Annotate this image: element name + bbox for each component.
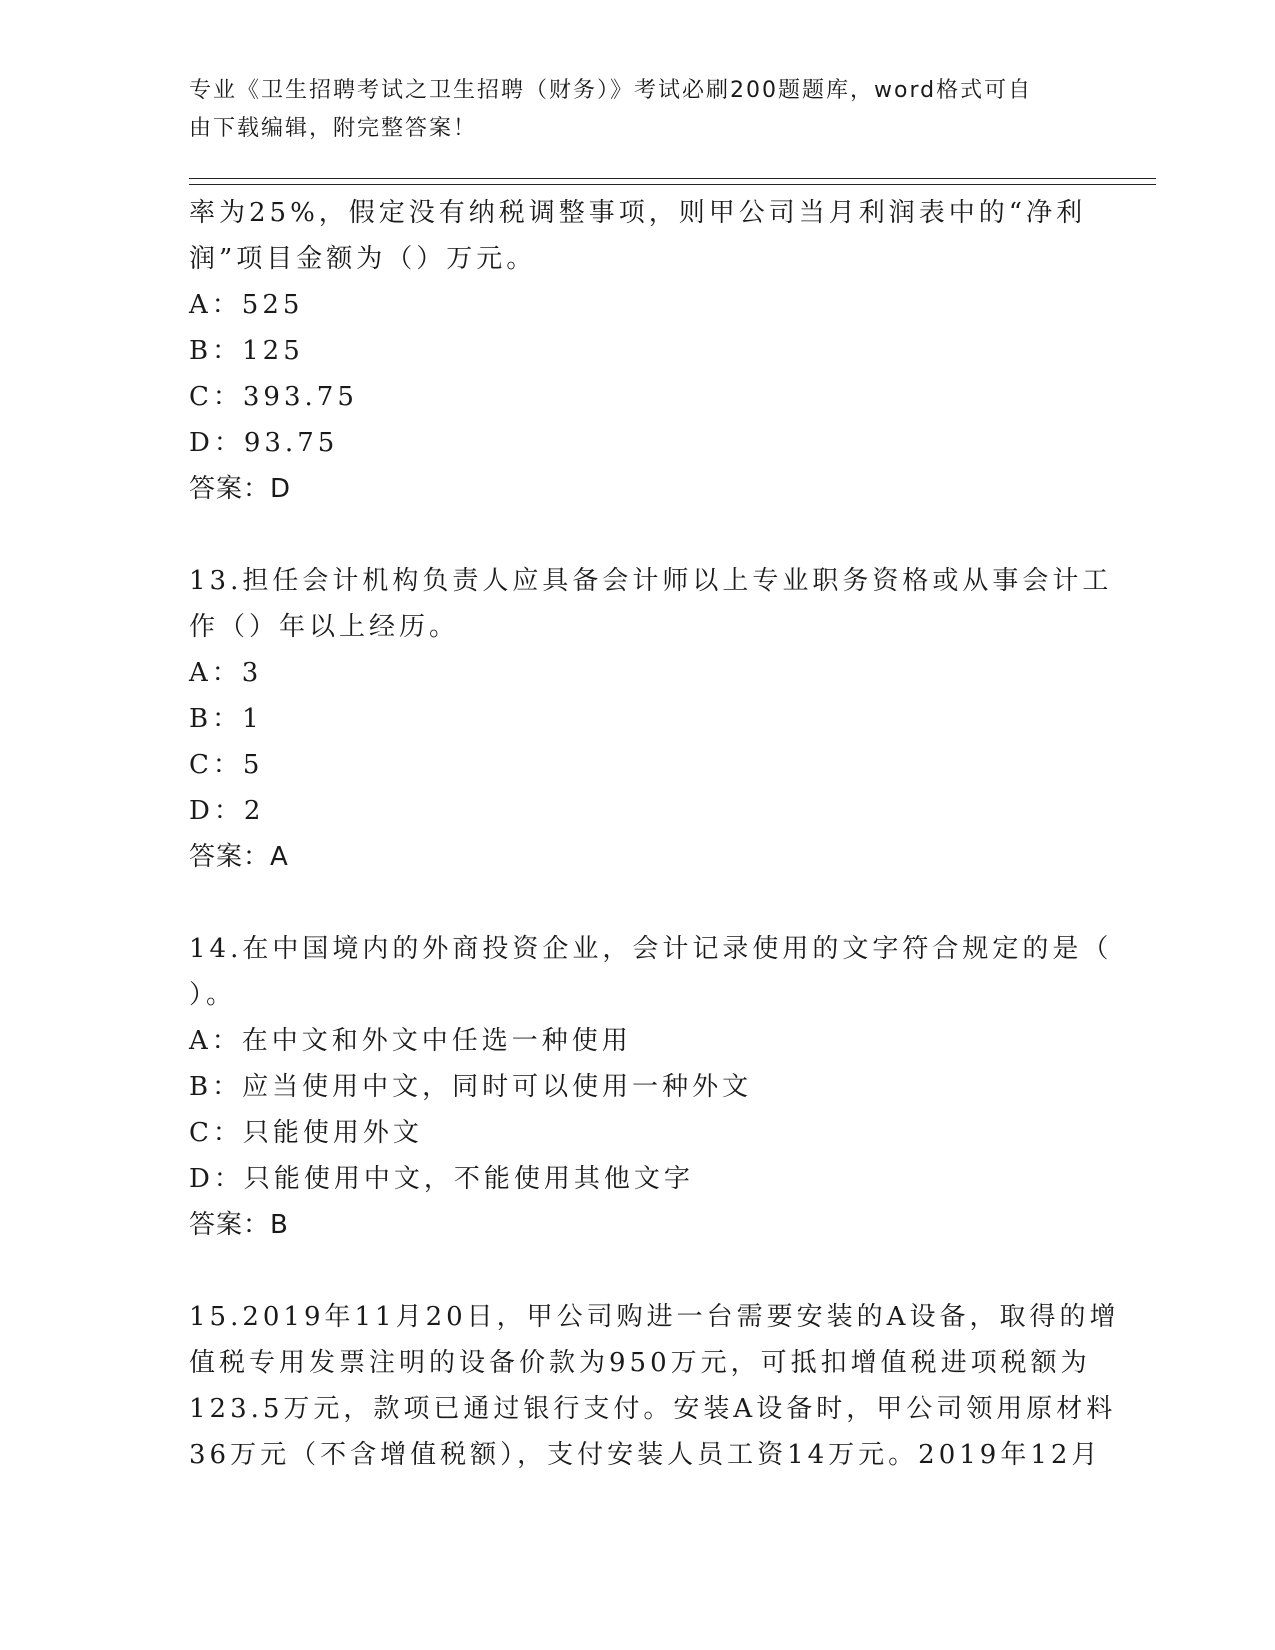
answer-line: 答案：D (189, 474, 292, 504)
question-14 (189, 926, 1113, 1248)
question-stem-line: 率为25%，假定没有纳税调整事项，则甲公司当月利润表中的“净利 (189, 198, 1087, 228)
option-c: C：5 (189, 750, 264, 780)
option-b: B：125 (189, 336, 304, 366)
question-13 (189, 558, 1113, 880)
question-stem-line: 15.2019年11月20日，甲公司购进一台需要安装的A设备，取得的增 (189, 1302, 1120, 1332)
question-stem-line: 14.在中国境内的外商投资企业，会计记录使用的文字符合规定的是（ (189, 934, 1113, 964)
option-c: C：393.75 (189, 382, 358, 412)
question-stem-line: 作（）年以上经历。 (189, 612, 460, 642)
option-d: D：2 (189, 796, 265, 826)
header-rule-top (189, 178, 1156, 179)
document-header (189, 72, 1089, 148)
option-a: A：525 (189, 290, 304, 320)
answer-line: 答案：A (189, 842, 289, 872)
question-stem-line: 36万元（不含增值税额），支付安装人员工资14万元。2019年12月 (189, 1440, 1102, 1470)
option-a: A：3 (189, 658, 263, 688)
spacer (189, 1248, 1089, 1294)
header-rule-bottom (189, 184, 1156, 185)
header-line-1: 专业《卫生招聘考试之卫生招聘（财务）》考试必刷200题题库，word格式可自 (189, 78, 1033, 103)
question-stem-line: 13.担任会计机构负责人应具备会计师以上专业职务资格或从事会计工 (189, 566, 1113, 596)
question-12 (189, 190, 1089, 512)
option-a: A：在中文和外文中任选一种使用 (189, 1026, 632, 1056)
option-d: D：只能使用中文，不能使用其他文字 (189, 1164, 694, 1194)
spacer (189, 512, 1089, 558)
option-b: B：1 (189, 704, 263, 734)
question-stem-line: ）。 (189, 980, 237, 1010)
option-d: D：93.75 (189, 428, 339, 458)
question-15 (189, 1294, 1120, 1478)
option-b: B：应当使用中文，同时可以使用一种外文 (189, 1072, 753, 1102)
option-c: C：只能使用外文 (189, 1118, 423, 1148)
spacer (189, 880, 1089, 926)
question-stem-line: 值税专用发票注明的设备价款为950万元，可抵扣增值税进项税额为 (189, 1348, 1091, 1378)
question-stem-line: 123.5万元，款项已通过银行支付。安装A设备时，甲公司领用原材料 (189, 1394, 1117, 1424)
answer-line: 答案：B (189, 1210, 289, 1240)
header-line-2: 由下载编辑，附完整答案！ (189, 116, 478, 141)
document-body (189, 190, 1120, 1478)
question-stem-line: 润”项目金额为（）万元。 (189, 244, 537, 274)
